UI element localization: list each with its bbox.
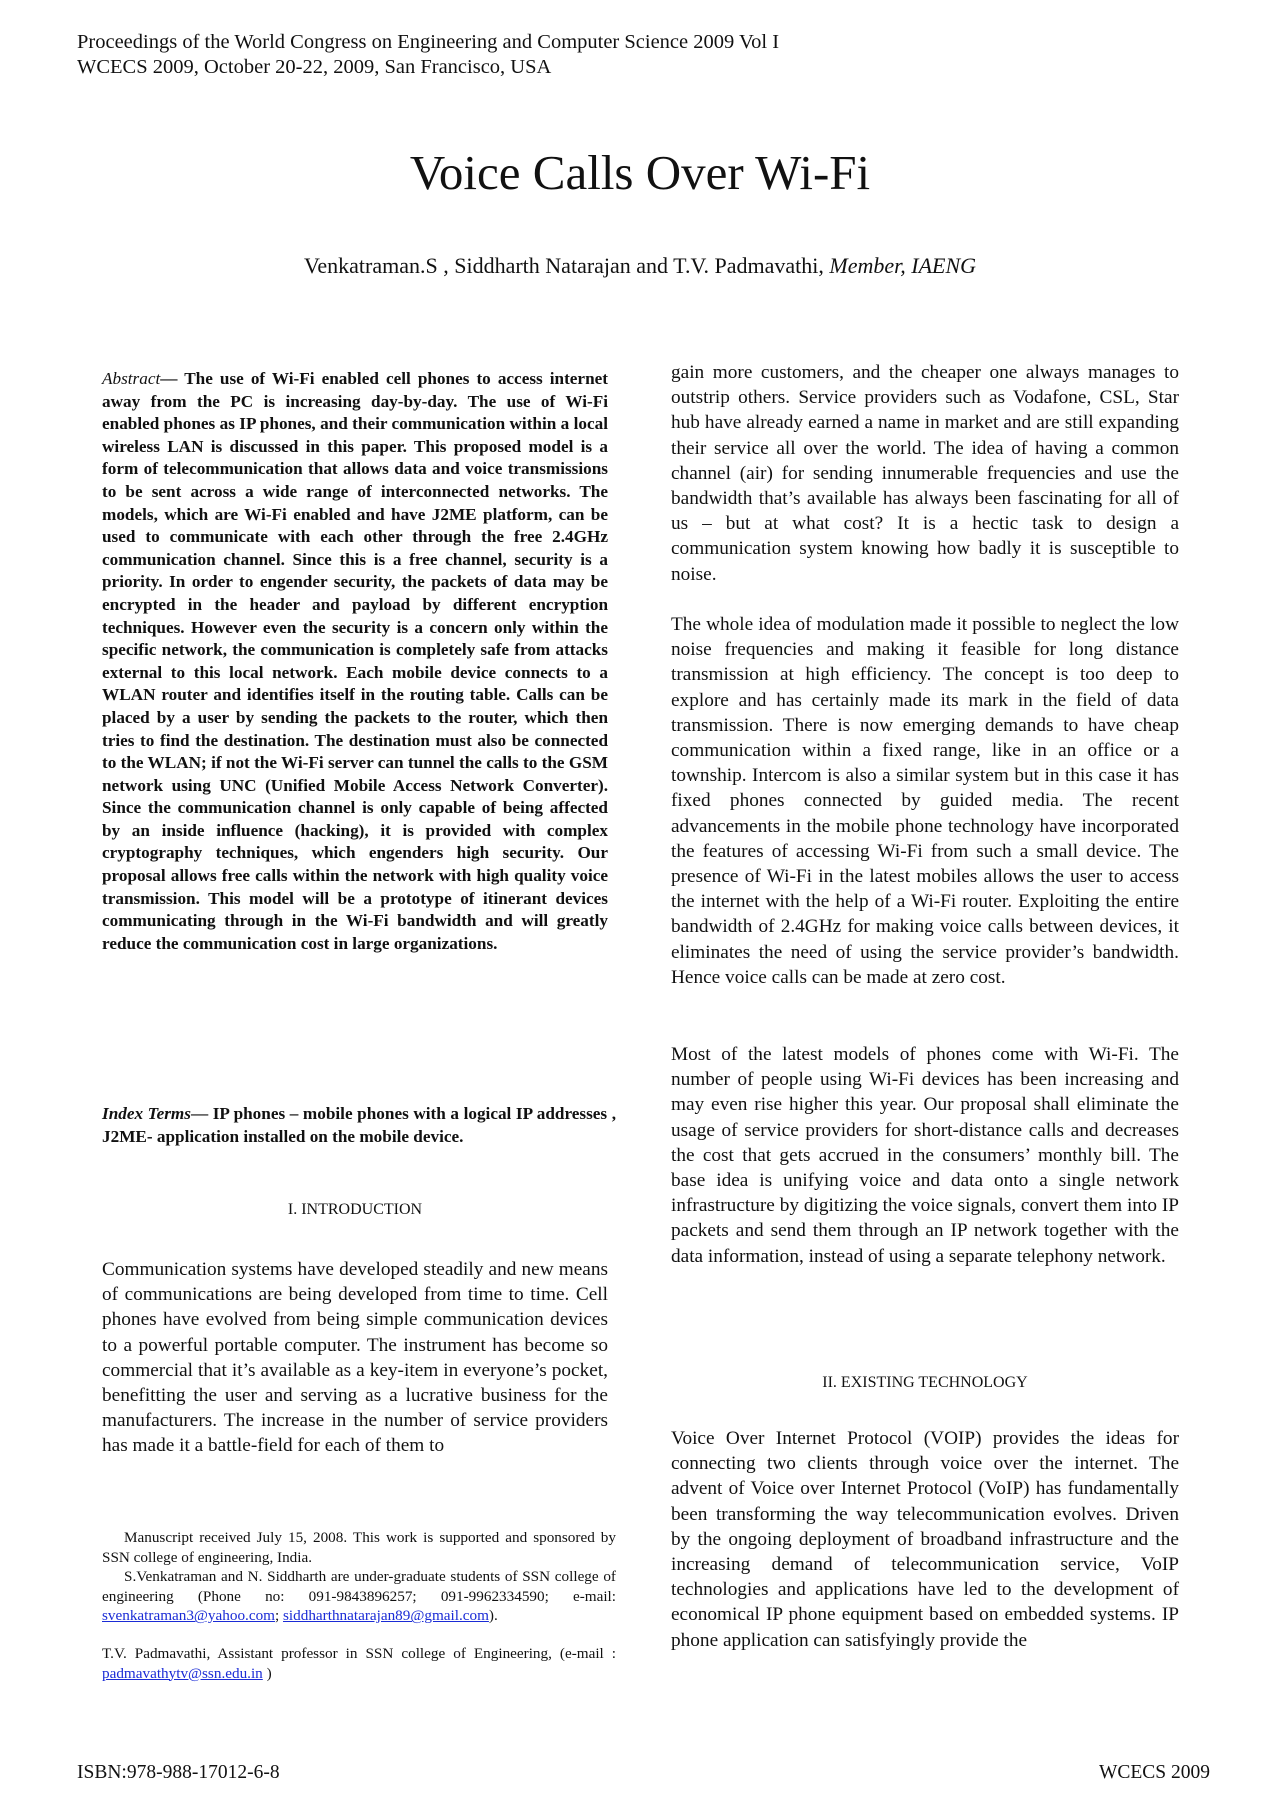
intro-paragraph: Communication systems have developed steadily and new means of communications are being developed from time to time. Cell phones have evolved from being simple communication devices to a powerful portable computer. The instrument has become so commercial that it’s available as a key-item in everyone’s pocket, benefitting the user and serving as a lucrative business for the manufacturers. The increase in the number of service providers has made it a battle-field for each of them to bbox=[102, 1259, 608, 1457]
header-line-1: Proceedings of the World Congress on Engineering and Computer Science 2009 Vol I bbox=[77, 31, 780, 53]
footnote-close: ). bbox=[488, 1607, 498, 1625]
abstract-label: Abstract bbox=[102, 369, 161, 388]
right-column-paragraph-4 bbox=[671, 1426, 1179, 1653]
abstract-text: The use of Wi-Fi enabled cell phones to access internet away from the PC is increasing day-by-day. The use of Wi-Fi enabled phones as IP phones, and their communication within a local wireless LAN is discussed in this paper. This proposed model is a form of telecommunication that allows data and voice transmissions to be sent across a wide range of interconnected networks. The models, which are Wi-Fi enabled and have J2ME platform, can be used to communicate with each other through the free 2.4GHz communication channel. Since this is a free channel, security is a priority. In order to engender security, the packets of data may be encrypted in the header and payload by different encryption techniques. However even the security is a concern only within the specific network, the communication is completely safe from attacks external to this local network. Each mobile device connects to a WLAN router and identifies itself in the routing table. Calls can be placed by a user by sending the packets to the router, which then tries to find the destination. The destination must also be connected to the WLAN; if not the Wi-Fi server can tunnel the calls to the GSM network using UNC (Unified Mobile Access Network Converter). Since the communication channel is only capable of being affected by an inside influence (hacking), it is provided with complex cryptography techniques, which engenders high security. Our proposal allows free calls within the network with high quality voice transmission. This model will be a prototype of itinerant devices communicating through in the Wi-Fi bandwidth and will greatly reduce the communication cost in large organizations. bbox=[102, 369, 608, 953]
footnote-students bbox=[102, 1567, 616, 1626]
footnote-padma-close: ) bbox=[262, 1664, 272, 1682]
email-link-padmavathi[interactable]: padmavathytv@ssn.edu.in bbox=[102, 1664, 263, 1682]
header-line-2: WCECS 2009, October 20-22, 2009, San Francisco, USA bbox=[77, 56, 552, 78]
introduction-body bbox=[102, 1257, 608, 1459]
footnote bbox=[102, 1528, 616, 1683]
right-column-paragraph-1 bbox=[671, 360, 1179, 587]
section-heading-introduction: I. INTRODUCTION bbox=[287, 1201, 423, 1218]
right-column-paragraph-2 bbox=[671, 612, 1179, 990]
footnote-padma-text: T.V. Padmavathi, Assistant professor in SSN college of Engineering, (e-mail : bbox=[102, 1644, 616, 1662]
author-line bbox=[0, 252, 1280, 280]
abstract-dash: — bbox=[160, 369, 185, 388]
index-terms-dash: — bbox=[190, 1104, 213, 1123]
footnote-padmavathi bbox=[102, 1644, 616, 1683]
right-paragraph-4-text: Voice Over Internet Protocol (VOIP) provides the ideas for connecting two clients through voice over the internet. The advent of Voice over Internet Protocol (VoIP) has fundamentally been transforming the way telecommunication evolves. Driven by the ongoing deployment of broadband infrastructure and the increasing demand of telecommunication service, VoIP technologies and applications have led to the development of economical IP phone equipment based on embedded systems. IP phone application can satisfyingly provide the bbox=[671, 1428, 1179, 1651]
footnote-received: Manuscript received July 15, 2008. This work is supported and sponsored by SSN college of engineering, India. bbox=[102, 1529, 616, 1566]
index-terms-label: Index Terms bbox=[102, 1104, 191, 1123]
footer-isbn: ISBN:978-988-17012-6-8 bbox=[77, 1762, 280, 1783]
paper-title: Voice Calls Over Wi-Fi bbox=[409, 145, 871, 200]
right-paragraph-1-text: gain more customers, and the cheaper one always manages to outstrip others. Service providers such as Vodafone, CSL, Star hub have already earned a name in market and are still expanding their service all over the world. The idea of having a common channel (air) for sending innumerable frequencies and use the bandwidth that’s available has always been fascinating for all of us – but at what cost? It is a hectic task to design a communication system knowing how badly it is susceptible to noise. bbox=[671, 362, 1179, 585]
footnote-students-text: S.Venkatraman and N. Siddharth are under-graduate students of SSN college of engineering (Phone no: 091-9843896257; 091-9962334590; e-mail: bbox=[102, 1568, 616, 1605]
author-names: Venkatraman.S , Siddharth Natarajan and T.V. Padmavathi, bbox=[303, 253, 830, 278]
right-paragraph-3-text: Most of the latest models of phones come with Wi-Fi. The number of people using Wi-Fi devices has been increasing and may even rise higher this year. Our proposal shall eliminate the usage of service providers for short-distance calls and decreases the cost that gets accrued in the consumers’ monthly bill. The base idea is unifying voice and data onto a single network infrastructure by digitizing the voice signals, convert them into IP packets and send them through an IP network together with the data information, instead of using a separate telephony network. bbox=[671, 1044, 1179, 1267]
email-link-siddharth[interactable]: siddharthnatarajan89@gmail.com bbox=[283, 1607, 489, 1625]
abstract bbox=[102, 368, 608, 955]
footnote-separator: ; bbox=[274, 1607, 284, 1625]
index-terms bbox=[102, 1103, 616, 1148]
author-membership: Member, IAENG bbox=[829, 253, 977, 278]
email-link-venkatraman[interactable]: svenkatraman3@yahoo.com bbox=[102, 1607, 275, 1625]
right-column-paragraph-3 bbox=[671, 1042, 1179, 1269]
section-heading-existing-technology: II. EXISTING TECHNOLOGY bbox=[822, 1374, 1028, 1391]
index-terms-text: IP phones – mobile phones with a logical IP addresses , J2ME- application installed on the mobile device. bbox=[102, 1104, 616, 1146]
proceedings-header bbox=[77, 30, 779, 80]
footer-conference: WCECS 2009 bbox=[1098, 1762, 1210, 1783]
right-paragraph-2-text: The whole idea of modulation made it possible to neglect the low noise frequencies and making it feasible for long distance transmission at high efficiency. The concept is too deep to explore and has certainly made its mark in the field of data transmission. There is now emerging demands to have cheap communication within a fixed range, like in an office or a township. Intercom is also a similar system but in this case it has fixed phones connected by guided media. The recent advancements in the mobile phone technology have incorporated the features of accessing Wi-Fi from such a small device. The presence of Wi-Fi in the latest mobiles allows the user to access the internet with the help of a Wi-Fi router. Exploiting the entire bandwidth of 2.4GHz for making voice calls between devices, it eliminates the need of using the service provider’s bandwidth. Hence voice calls can be made at zero cost. bbox=[671, 614, 1179, 988]
